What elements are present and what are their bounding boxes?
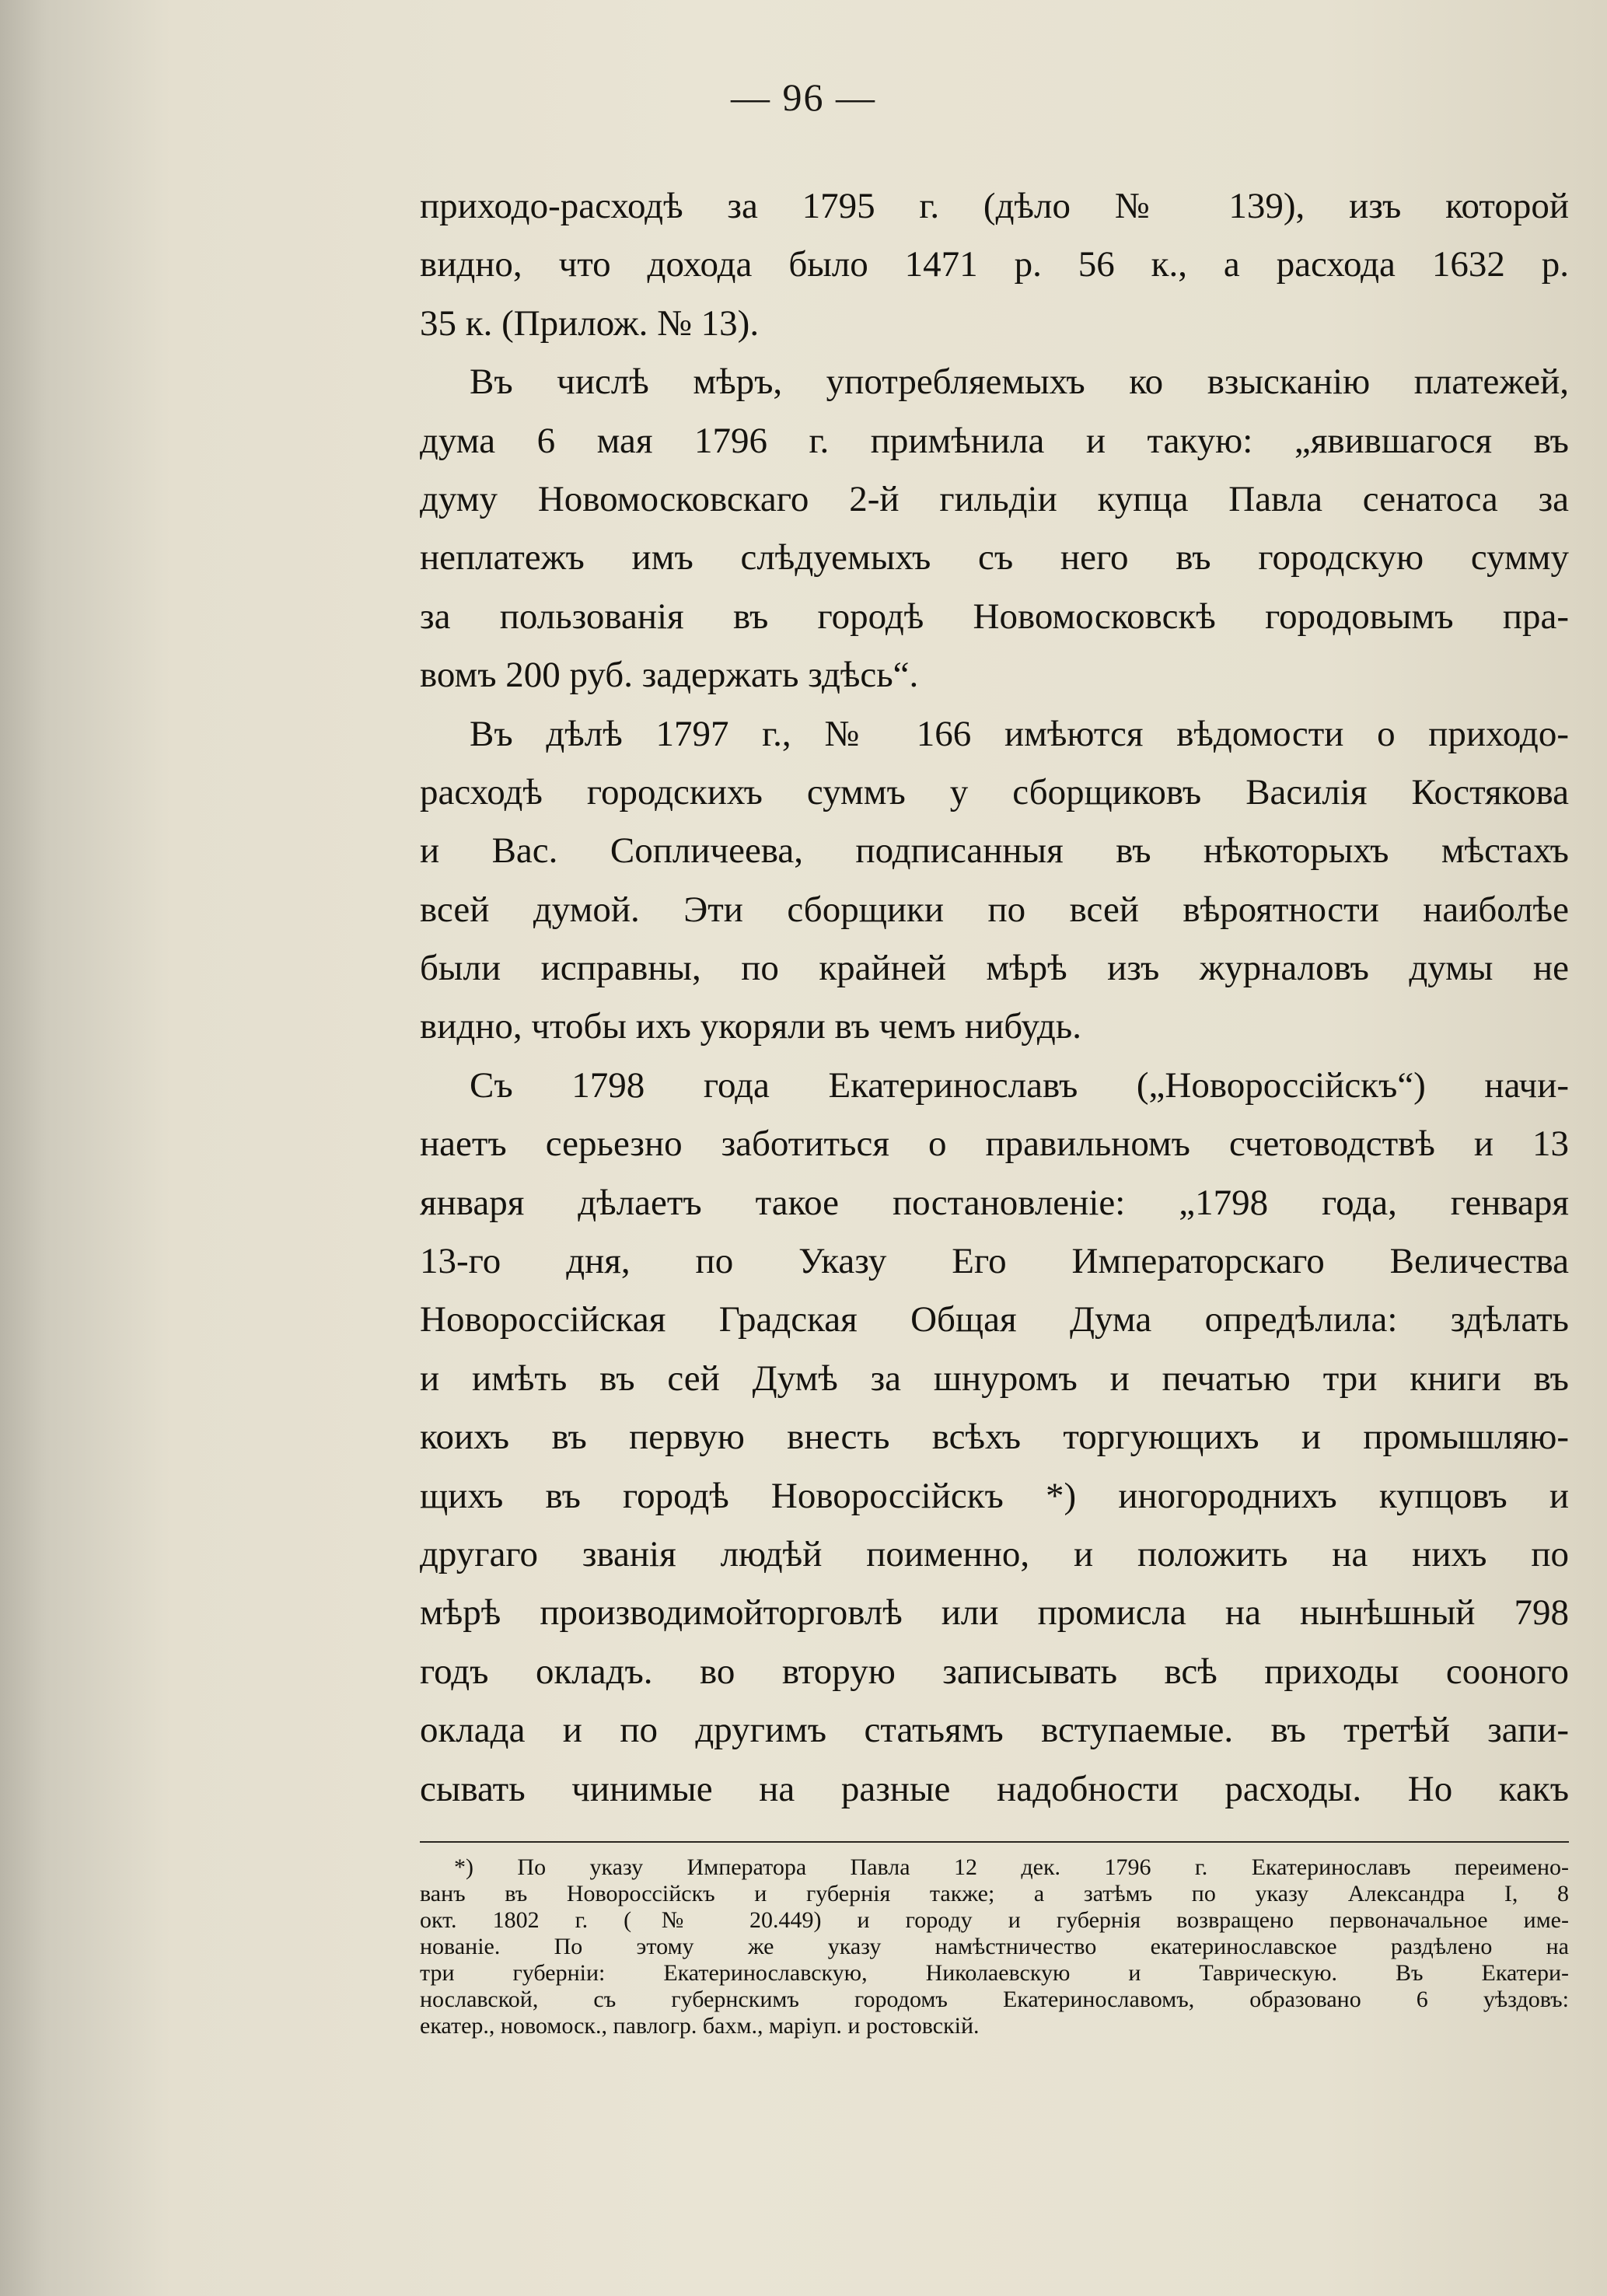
- text-line: всей думой. Эти сборщики по всей вѣроятности наиболѣе: [420, 889, 1569, 930]
- text-line: годъ окладъ. во вторую записывать всѣ приходы сооного: [420, 1651, 1569, 1692]
- text-line: Новороссійская Градская Общая Дума опредѣлила: здѣлать: [420, 1299, 1569, 1340]
- text-line: коихъ въ первую внесть всѣхъ торгующихъ и промышляю-: [420, 1417, 1569, 1458]
- footnote-divider: [420, 1841, 1569, 1843]
- text-line: видно, чтобы ихъ укоряли въ чемъ нибудь.: [420, 1006, 1081, 1047]
- footnote-line: екатер., новомоск., павлогр. бахм., маріуп. и ростовскій.: [420, 2013, 980, 2039]
- text-line: сывать чинимые на разные надобности расходы. Но какъ: [420, 1768, 1569, 1809]
- paragraph-1: [420, 177, 1569, 353]
- text-line: и имѣть въ сей Думѣ за шнуромъ и печатью три книги въ: [420, 1358, 1569, 1399]
- footnote: [420, 1854, 1569, 2039]
- footnote-line: три губерніи: Екатеринославскую, Николаевскую и Таврическую. Въ Екатери-: [420, 1960, 1569, 1986]
- paragraph-3: [420, 705, 1569, 1057]
- text-line: другаго званія людѣй поименно, и положить на нихъ по: [420, 1533, 1569, 1574]
- text-line: Съ 1798 года Екатеринославъ („Новороссійскъ“) начи-: [470, 1064, 1569, 1106]
- text-line: Въ числѣ мѣръ, употребляемыхъ ко взысканію платежей,: [470, 362, 1569, 403]
- text-line: 35 к. (Прилож. № 13).: [420, 302, 760, 344]
- text-line: 13-го дня, по Указу Его Императорскаго Величества: [420, 1241, 1569, 1282]
- text-line: вомъ 200 руб. задержать здѣсь“.: [420, 655, 919, 696]
- page-number: — 96 —: [731, 75, 876, 119]
- text-line: и Вас. Сопличеева, подписанныя въ нѣкоторыхъ мѣстахъ: [420, 830, 1569, 872]
- text-line: щихъ въ городѣ Новороссійскъ *) иногороднихъ купцовъ и: [420, 1475, 1569, 1516]
- paragraph-2: [420, 353, 1569, 704]
- footnote-line: нославской, съ губернскимъ городомъ Екатеринославомъ, образовано 6 уѣздовъ:: [420, 1987, 1569, 2012]
- text-line: приходо-расходѣ за 1795 г. (дѣло № 139), изъ которой: [420, 186, 1569, 226]
- text-line: мѣрѣ производимойторговлѣ или промисла на нынѣшный 798: [420, 1592, 1569, 1634]
- text-line: января дѣлаетъ такое постановленіе: „1798 года, генваря: [420, 1182, 1569, 1223]
- paragraph-4: [420, 1057, 1569, 1819]
- text-line: видно, что дохода было 1471 р. 56 к., а расхода 1632 р.: [420, 244, 1569, 285]
- text-line: думу Новомосковскаго 2-й гильдіи купца Павла сенатоса за: [420, 478, 1569, 519]
- text-line: дума 6 мая 1796 г. примѣнила и такую: „явившагося въ: [420, 420, 1569, 461]
- body-text: [420, 177, 1569, 1819]
- footnote-line: ванъ въ Новороссійскъ и губернія также; а затѣмъ по указу Александра I, 8: [420, 1881, 1569, 1906]
- text-line: за пользованія въ городѣ Новомосковскѣ городовымъ пра-: [420, 596, 1569, 637]
- text-line: были исправны, по крайней мѣрѣ изъ журналовъ думы не: [420, 948, 1569, 989]
- text-line: неплатежъ имъ слѣдуемыхъ съ него въ городскую сумму: [420, 537, 1569, 578]
- text-line: оклада и по другимъ статьямъ вступаемые. въ третѣй запи-: [420, 1710, 1569, 1751]
- text-line: наетъ серьезно заботиться о правильномъ счетоводствѣ и 13: [420, 1124, 1569, 1165]
- footnote-line: *) По указу Императора Павла 12 дек. 1796 г. Екатеринославъ переимено-: [454, 1854, 1569, 1880]
- text-line: Въ дѣлѣ 1797 г., № 166 имѣются вѣдомости о приходо-: [470, 713, 1569, 754]
- footnote-line: окт. 1802 г. (№ 20.449) и городу и губернія возвращено первоначальное име-: [420, 1907, 1569, 1933]
- footnote-line: нованіе. По этому же указу намѣстничество екатеринославское раздѣлено на: [420, 1934, 1569, 1959]
- text-line: расходѣ городскихъ суммъ у сборщиковъ Василія Костякова: [420, 771, 1569, 813]
